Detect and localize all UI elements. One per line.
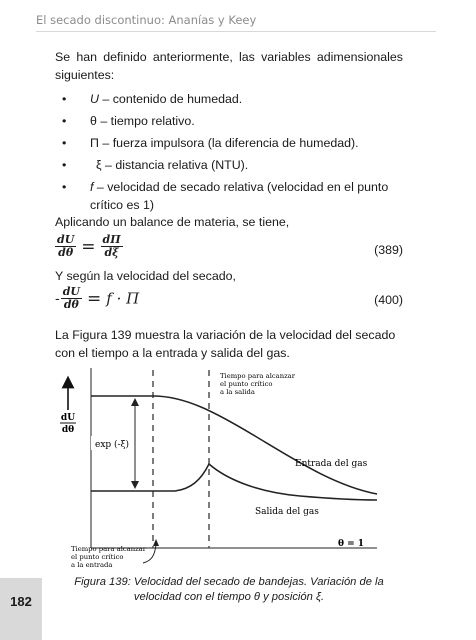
running-head: El secado discontinuo: Ananías y Keey bbox=[36, 13, 257, 27]
fraction-numerator: dΠ bbox=[102, 233, 121, 246]
equation-number: (400) bbox=[374, 293, 403, 307]
variable-list bbox=[62, 90, 404, 218]
figure-caption: Figura 139: Velocidad del secado de bandejas. Variación de la velocidad con el tiempo θ y posición ξ. bbox=[74, 576, 384, 603]
variable-item bbox=[62, 90, 404, 108]
variable-description: – contenido de humedad. bbox=[98, 92, 243, 106]
fraction-denominator: dξ bbox=[104, 246, 119, 259]
balance-paragraph: Aplicando un balance de materia, se tiene, bbox=[55, 215, 290, 229]
bullet-dot: • bbox=[62, 180, 67, 194]
outlet-gas-label: Salida del gas bbox=[255, 507, 319, 517]
equation-389 bbox=[55, 234, 123, 259]
figure-intro-paragraph: La Figura 139 muestra la variación de la velocidad del secado con el tiempo a la entrada y salida del gas. bbox=[55, 328, 396, 360]
variable-description: – fuerza impulsora (la diferencia de humedad). bbox=[98, 136, 359, 150]
variable-symbol: f bbox=[90, 180, 94, 194]
variable-item bbox=[62, 178, 404, 214]
y-axis-denominator: dθ bbox=[61, 425, 75, 435]
y-axis-numerator: dU bbox=[60, 413, 76, 423]
variable-symbol: U bbox=[90, 92, 99, 106]
header-rule bbox=[36, 31, 436, 32]
annotation-inlet-line-2: el punto crítico bbox=[71, 553, 124, 561]
bullet-dot: • bbox=[62, 136, 67, 150]
equals-sign: = bbox=[87, 288, 102, 309]
annotation-inlet-line-1: Tiempo para alcanzar bbox=[71, 545, 146, 553]
page-number: 182 bbox=[10, 594, 32, 609]
fraction-lhs bbox=[61, 286, 82, 311]
variable-description: – velocidad de secado relativa (velocidad en el punto crítico es 1) bbox=[90, 180, 389, 212]
figure-background bbox=[55, 368, 385, 573]
inlet-gas-label: Entrada del gas bbox=[295, 459, 368, 469]
fraction-numerator: dU bbox=[62, 285, 81, 298]
equation-400 bbox=[55, 286, 139, 311]
variable-item bbox=[62, 112, 404, 130]
drying-rate-figure bbox=[55, 368, 385, 573]
end-time-label: θ = 1 bbox=[338, 539, 365, 549]
fraction-denominator: dθ bbox=[58, 246, 74, 259]
page-number-tab bbox=[0, 578, 42, 640]
variable-item bbox=[62, 156, 404, 174]
variable-symbol: Π bbox=[90, 136, 99, 150]
equals-sign: = bbox=[81, 236, 96, 257]
bullet-dot: • bbox=[62, 158, 67, 172]
annotation-outlet-line-2: el punto crítico bbox=[220, 380, 273, 388]
variable-description: – distancia relativa (NTU). bbox=[101, 158, 249, 172]
intro-paragraph: Se han definido anteriormente, las variables adimensionales siguientes: bbox=[55, 50, 403, 82]
exp-label: exp (-ξ) bbox=[95, 440, 130, 450]
fraction-numerator: dU bbox=[57, 233, 75, 246]
equation-number: (389) bbox=[374, 243, 403, 257]
fraction-lhs bbox=[55, 234, 76, 259]
minus-sign: - bbox=[55, 290, 60, 307]
annotation-inlet-line-3: a la entrada bbox=[71, 561, 113, 569]
variable-symbol: θ bbox=[90, 114, 97, 128]
equation-rhs: f · Π bbox=[106, 289, 140, 308]
variable-item bbox=[62, 134, 404, 152]
annotation-outlet-line-3: a la salida bbox=[220, 388, 255, 396]
bullet-dot: • bbox=[62, 92, 67, 106]
bullet-dot: • bbox=[62, 114, 67, 128]
variable-symbol: ξ bbox=[96, 158, 102, 172]
annotation-outlet-line-1: Tiempo para alcanzar bbox=[220, 372, 295, 380]
fraction-denominator: dθ bbox=[63, 298, 79, 311]
fraction-rhs bbox=[101, 234, 123, 259]
velocity-paragraph: Y según la velocidad del secado, bbox=[55, 269, 236, 283]
variable-description: – tiempo relativo. bbox=[96, 114, 195, 128]
